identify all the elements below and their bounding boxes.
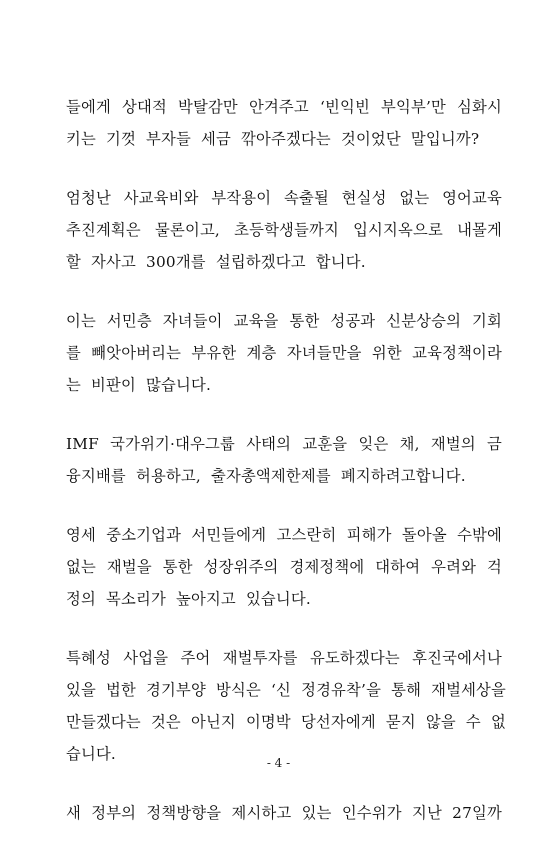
text-line: 키는 기껏 부자들 세금 깎아주겠다는 것이었단 말입니까? [66,130,480,148]
text-line: 영세 중소기업과 서민들에게 고스란히 피해가 돌아올 수밖에 [66,526,502,544]
paragraph-6 [66,642,507,770]
text-line: 있을 법한 경기부양 방식은 ‘신 정경유착’을 통해 재벌세상을 [66,681,507,699]
text-line: 는 비판이 많습니다. [66,376,212,394]
text-line: 이는 서민층 자녀들이 교육을 통한 성공과 신분상승의 기회 [66,312,502,330]
text-line: 만들겠다는 것은 아닌지 이명박 당선자에게 묻지 않을 수 없 [66,713,506,731]
text-line: 할 자사고 300개를 설립하겠다고 합니다. [66,253,366,271]
paragraph-2 [66,182,502,278]
text-line: 를 빼앗아버리는 부유한 계층 자녀들만을 위한 교육정책이라 [66,344,502,362]
text-line: 없는 재벌을 통한 성장위주의 경제정책에 대하여 우려와 걱 [66,558,502,576]
text-line: 들에게 상대적 박탈감만 안겨주고 ‘빈익빈 부익부’만 심화시 [66,98,502,116]
text-line: IMF 국가위기·대우그룹 사태의 교훈을 잊은 채, 재벌의 금 [66,435,502,453]
text-line: 추진계획은 물론이고, 초등학생들까지 입시지옥으로 내몰게 [66,221,502,239]
page-number: - 4 - [266,756,291,770]
paragraph-4 [66,428,502,492]
text-line: 특혜성 사업을 주어 재벌투자를 유도하겠다는 후진국에서나 [66,649,502,667]
paragraph-5 [66,519,502,615]
paragraph-7 [66,797,502,829]
text-line: 새 정부의 정책방향을 제시하고 있는 인수위가 지난 27일까 [66,804,502,822]
paragraph-3 [66,305,502,401]
paragraph-1 [66,91,502,155]
body-text [66,91,507,856]
text-line: 융지배를 허용하고, 출자총액제한제를 폐지하려고합니다. [66,467,466,485]
text-line: 습니다. [66,745,116,763]
text-line: 엄청난 사교육비와 부작용이 속출될 현실성 없는 영어교육 [66,189,502,207]
text-line: 정의 목소리가 높아지고 있습니다. [66,590,311,608]
